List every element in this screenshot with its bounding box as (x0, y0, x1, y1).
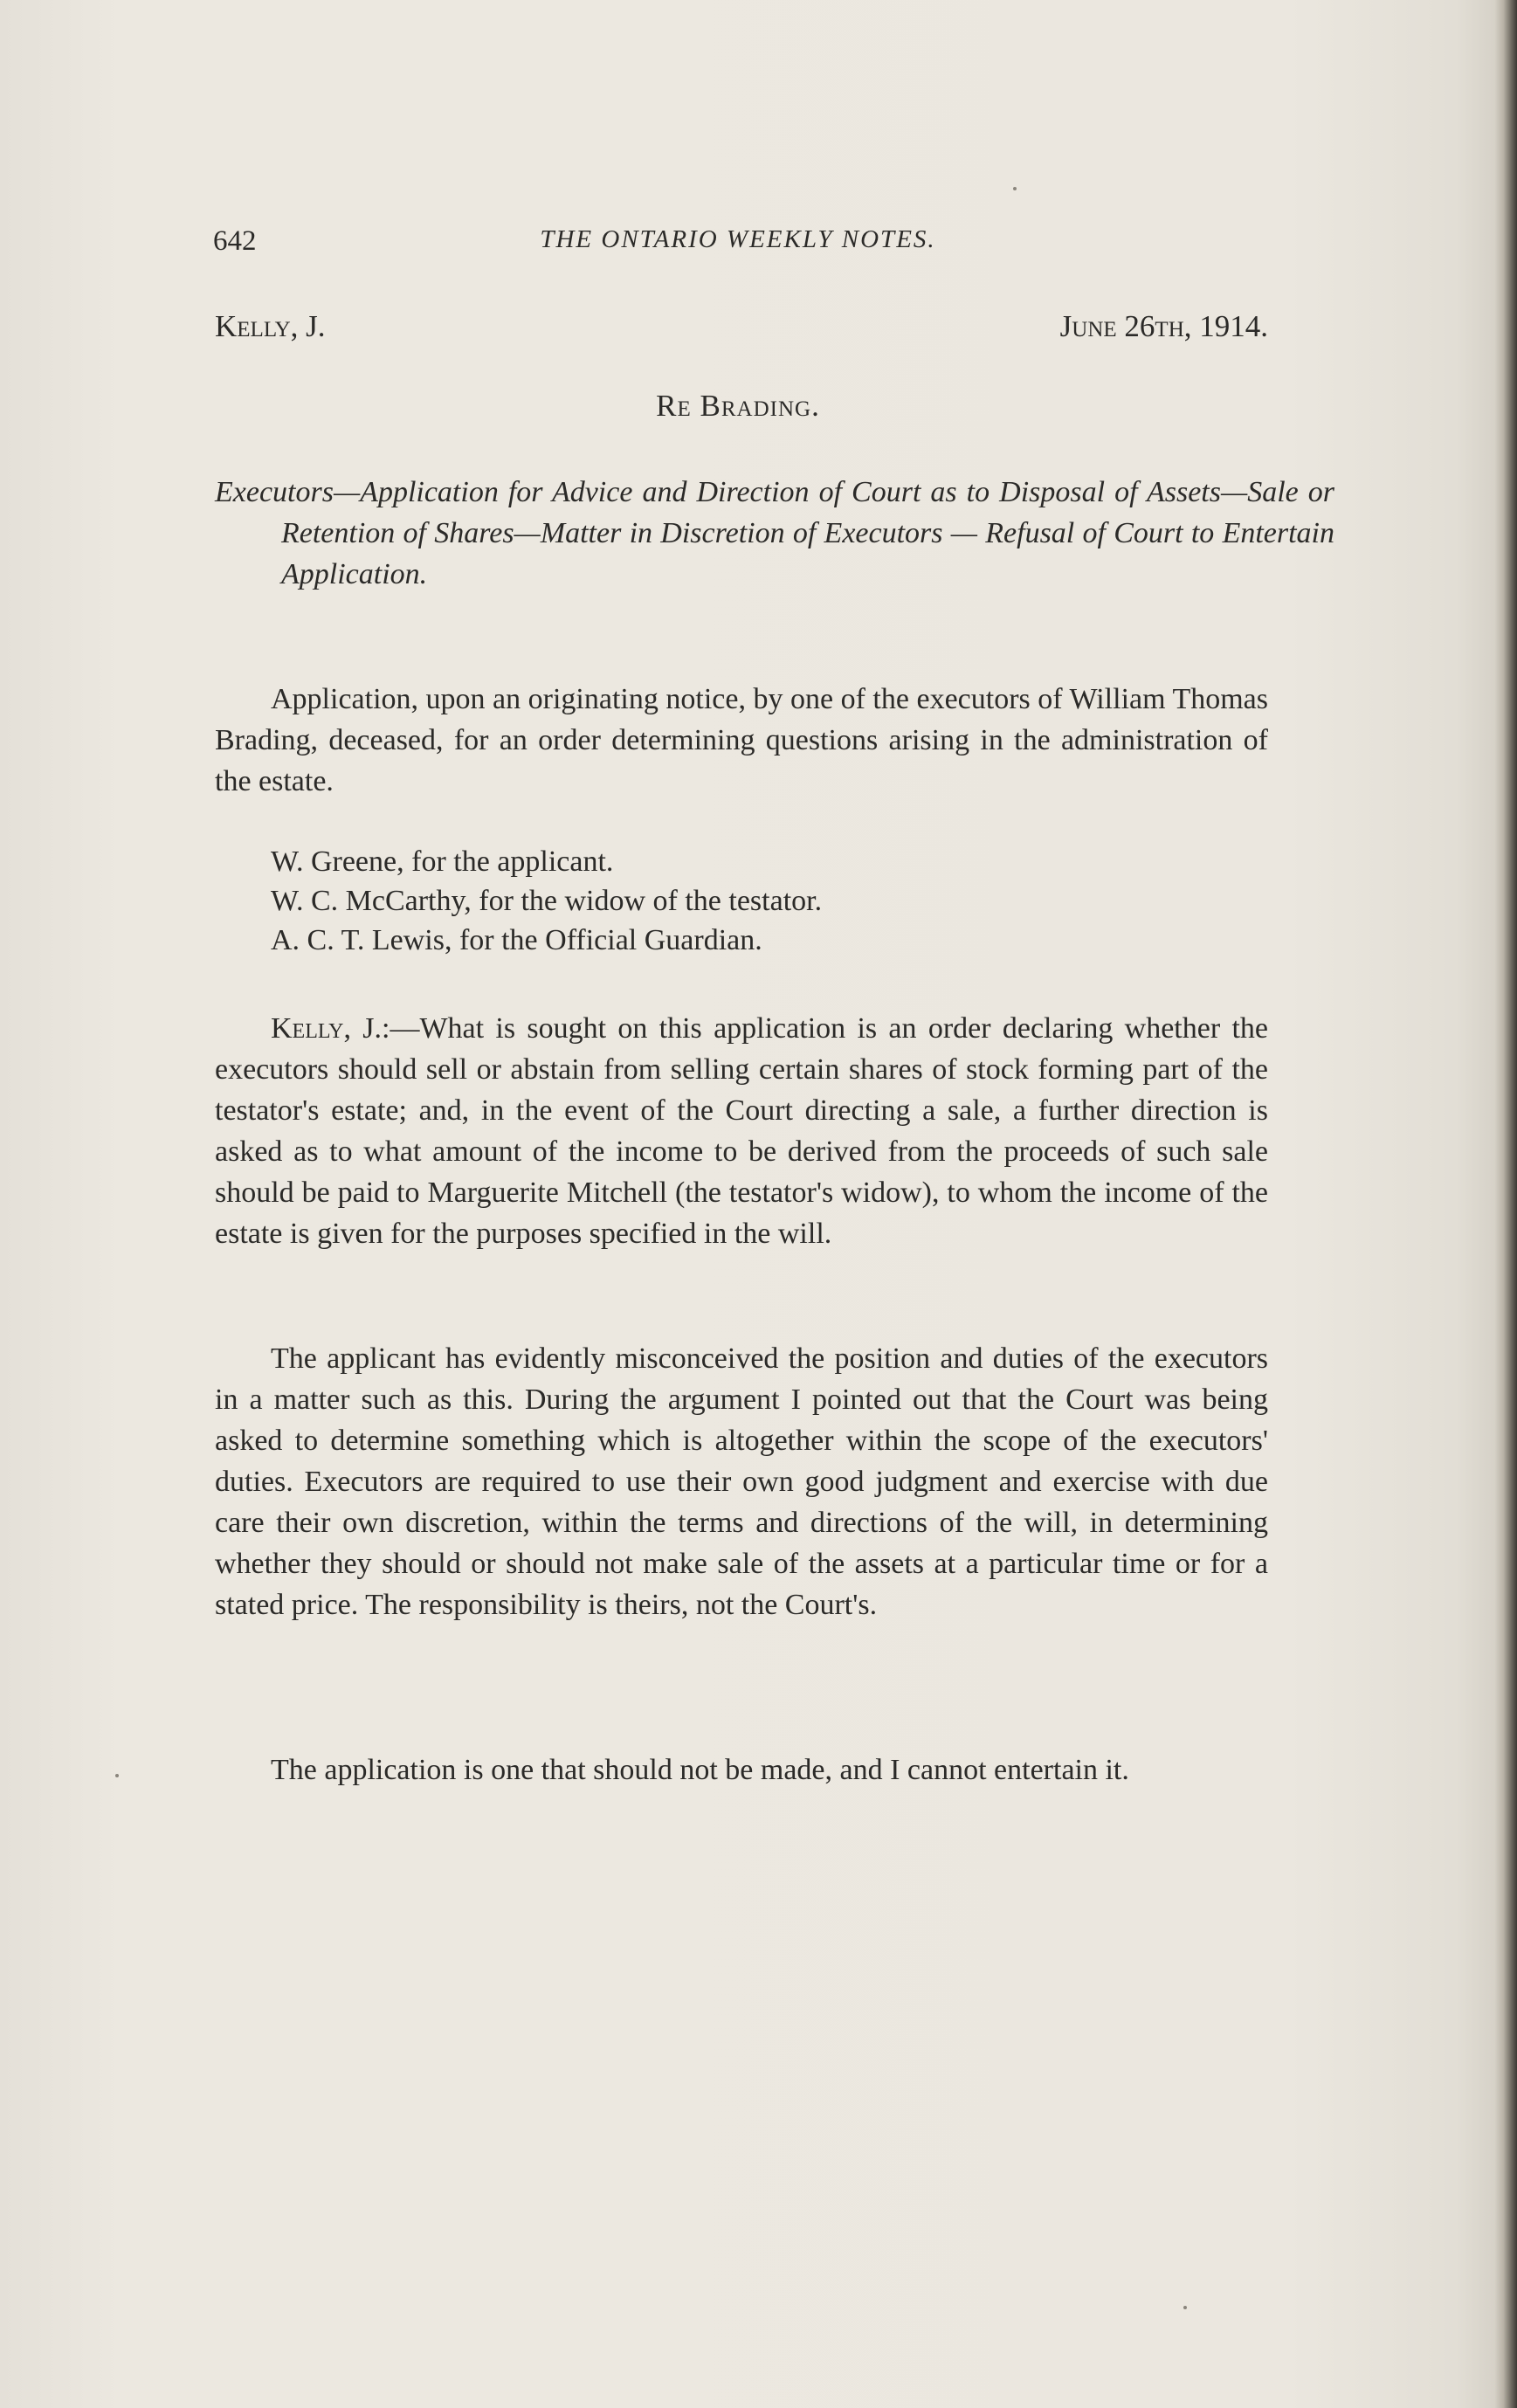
counsel-line: W. Greene, for the applicant. (271, 845, 614, 878)
judgment-paragraph (215, 1008, 1268, 1254)
judge-name: Kelly, J. (215, 309, 326, 343)
reasoning-paragraph: The applicant has evidently misconceived the position and duties of the executors in a matter such as this. During the argument I pointed out that the Court was being asked to determine something which is altogether within the scope of the executors' duties. Executors are required to use their own good judgment and exercise with due care their own discretion, within the terms and directions of the will, in determining whether they should or should not make sale of the assets at a particular time or for a stated price. The responsibility is theirs, not the Court's. (215, 1342, 1268, 1621)
headnote: Executors—Application for Advice and Direction of Court as to Disposal of Assets—Sale or Retention of Shares—Matter in Discretion of Executors — Refusal of Court to Entertain Application. (215, 476, 1334, 590)
page-edge (1494, 0, 1517, 2408)
judgment-lead: Kelly, J.: (271, 1012, 390, 1045)
counsel-line: W. C. McCarthy, for the widow of the testator. (271, 885, 823, 917)
running-head (208, 225, 1268, 269)
journal-title: THE ONTARIO WEEKLY NOTES. (540, 225, 936, 253)
page-number: 642 (213, 225, 257, 257)
counsel-line: A. C. T. Lewis, for the Official Guardian. (271, 924, 762, 956)
judgment-text: —What is sought on this application is an order declaring whether the executors should sell or abstain from selling certain shares of stock forming part of the testator's estate; and, in the event of the Court directing a sale, a further direction is asked as to what amount of the income to be derived from the proceeds of such sale should be paid to Marguerite Mitchell (the testator's widow), to whom the income of the estate is given for the purposes specified in the will. (215, 1012, 1268, 1250)
decision-date: June 26th, 1914. (1059, 309, 1268, 343)
counsel-list (271, 842, 822, 960)
speck (1183, 2306, 1187, 2309)
case-title: Re Brading. (656, 389, 820, 423)
speck (1013, 187, 1017, 190)
application-paragraph: Application, upon an originating notice, by one of the executors of William Thomas Brading, deceased, for an order determining questions arising in the administration of the estate. (215, 683, 1268, 797)
speck (115, 1774, 119, 1777)
conclusion-paragraph: The application is one that should not be made, and I cannot entertain it. (271, 1754, 1129, 1786)
